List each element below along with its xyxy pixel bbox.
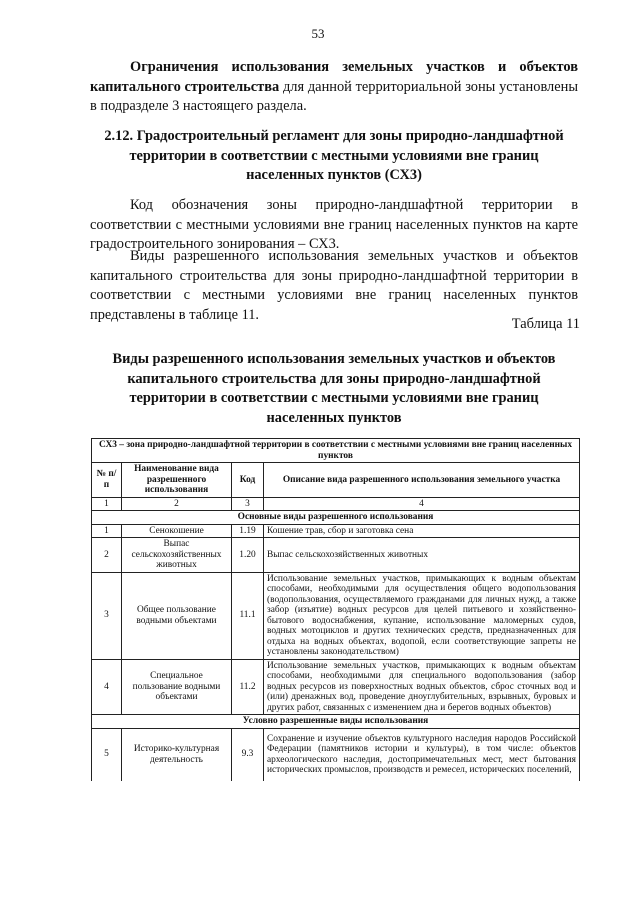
row-code: 1.20 xyxy=(232,538,264,573)
table-row xyxy=(92,524,580,538)
table-row xyxy=(92,572,580,659)
row-desc: Использование земельных участков, примыкающих к водным объектам способами, необходимыми для специального водопользования (забор водных ресурсов из поверхностных водных объектов, сброс сточных вод и (или) дренажных вод, проведение дноуглубительных, взрывных, буровых и других работ, связанных с изменением дна и берегов водных объектов) xyxy=(264,659,580,715)
section-label-main: Основные виды разрешенного использования xyxy=(92,511,580,525)
zone-header-row xyxy=(92,439,580,463)
row-name: Общее пользование водными объектами xyxy=(122,572,232,659)
intro-text: для данной территориальной зоны установлены в подразделе 3 настоящего раздела. xyxy=(90,78,578,114)
zone-code-paragraph: Код обозначения зоны природно-ландшафтной территории в соответствии с местными условиями вне границ населенных пунктов на карте градостроительного зонирования – СХ3. xyxy=(90,197,578,252)
row-code: 1.19 xyxy=(232,524,264,538)
table-label: Таблица 11 xyxy=(511,316,580,332)
intro-paragraph xyxy=(90,58,578,117)
header-num: № п/п xyxy=(92,463,122,498)
table-row xyxy=(92,538,580,573)
section-heading: 2.12. Градостроительный регламент для зоны природно-ландшафтной территории в соответствии с местными условиями вне границ населенных пунктов (СХ3) xyxy=(104,128,564,183)
section-label-conditional: Условно разрешенные виды использования xyxy=(92,715,580,729)
row-name: Историко-культурная деятельность xyxy=(122,728,232,781)
table-row xyxy=(92,659,580,715)
column-header-row xyxy=(92,463,580,498)
row-code: 11.2 xyxy=(232,659,264,715)
row-num: 1 xyxy=(92,524,122,538)
row-desc: Использование земельных участков, примыкающих к водным объектам способами, необходимыми для осуществления общего водопользования (водопользования, осуществляемого гражданами для личных нужд, а также забор (изъятие) водных ресурсов для целей питьевого и хозяйственно-бытового водоснабжения, купание, использование маломерных судов, водных мотоциклов и других технических средств, предназначенных для отдыха на водных объектах, водопой, если соответствующие запреты не установлены законодательством) xyxy=(264,572,580,659)
index-cell: 2 xyxy=(122,497,232,511)
index-row xyxy=(92,497,580,511)
table-title: Виды разрешенного использования земельных участков и объектов капитального строительства для зоны природно-ландшафтной территории в соответствии с местными условиями вне границ населенных пунктов xyxy=(112,351,556,426)
page-number: 53 xyxy=(311,26,325,41)
regulation-table xyxy=(91,438,580,781)
header-desc: Описание вида разрешенного использования земельного участка xyxy=(264,463,580,498)
index-cell: 1 xyxy=(92,497,122,511)
row-num: 3 xyxy=(92,572,122,659)
zone-header: СХ3 – зона природно-ландшафтной территории в соответствии с местными условиями вне границ населенных пунктов xyxy=(92,439,580,463)
intro-bold-text: Ограничения использования земельных участков и объектов капитального строительства xyxy=(90,59,578,95)
table-row xyxy=(92,728,580,781)
row-code: 9.3 xyxy=(232,728,264,781)
row-desc: Сохранение и изучение объектов культурного наследия народов Российской Федерации (памятников истории и культуры), в том числе: объектов археологического наследия, достопримечательных мест, мест бытования исторических промыслов, производств и ремесел, исторических поселений, xyxy=(264,728,580,781)
permitted-uses-paragraph: Виды разрешенного использования земельных участков и объектов капитального строительства для зоны природно-ландшафтной территории в соответствии с местными условиями вне границ населенных пунктов представлены в таблице 11. xyxy=(90,248,578,323)
index-cell: 4 xyxy=(264,497,580,511)
section-row-conditional xyxy=(92,715,580,729)
row-name: Сенокошение xyxy=(122,524,232,538)
row-name: Специальное пользование водными объектами xyxy=(122,659,232,715)
index-cell: 3 xyxy=(232,497,264,511)
row-num: 4 xyxy=(92,659,122,715)
section-row-main xyxy=(92,511,580,525)
row-num: 2 xyxy=(92,538,122,573)
row-desc: Кошение трав, сбор и заготовка сена xyxy=(264,524,580,538)
row-name: Выпас сельскохозяйственных животных xyxy=(122,538,232,573)
row-code: 11.1 xyxy=(232,572,264,659)
header-code: Код xyxy=(232,463,264,498)
header-name: Наименование вида разрешенного использования xyxy=(122,463,232,498)
row-num: 5 xyxy=(92,728,122,781)
row-desc: Выпас сельскохозяйственных животных xyxy=(264,538,580,573)
